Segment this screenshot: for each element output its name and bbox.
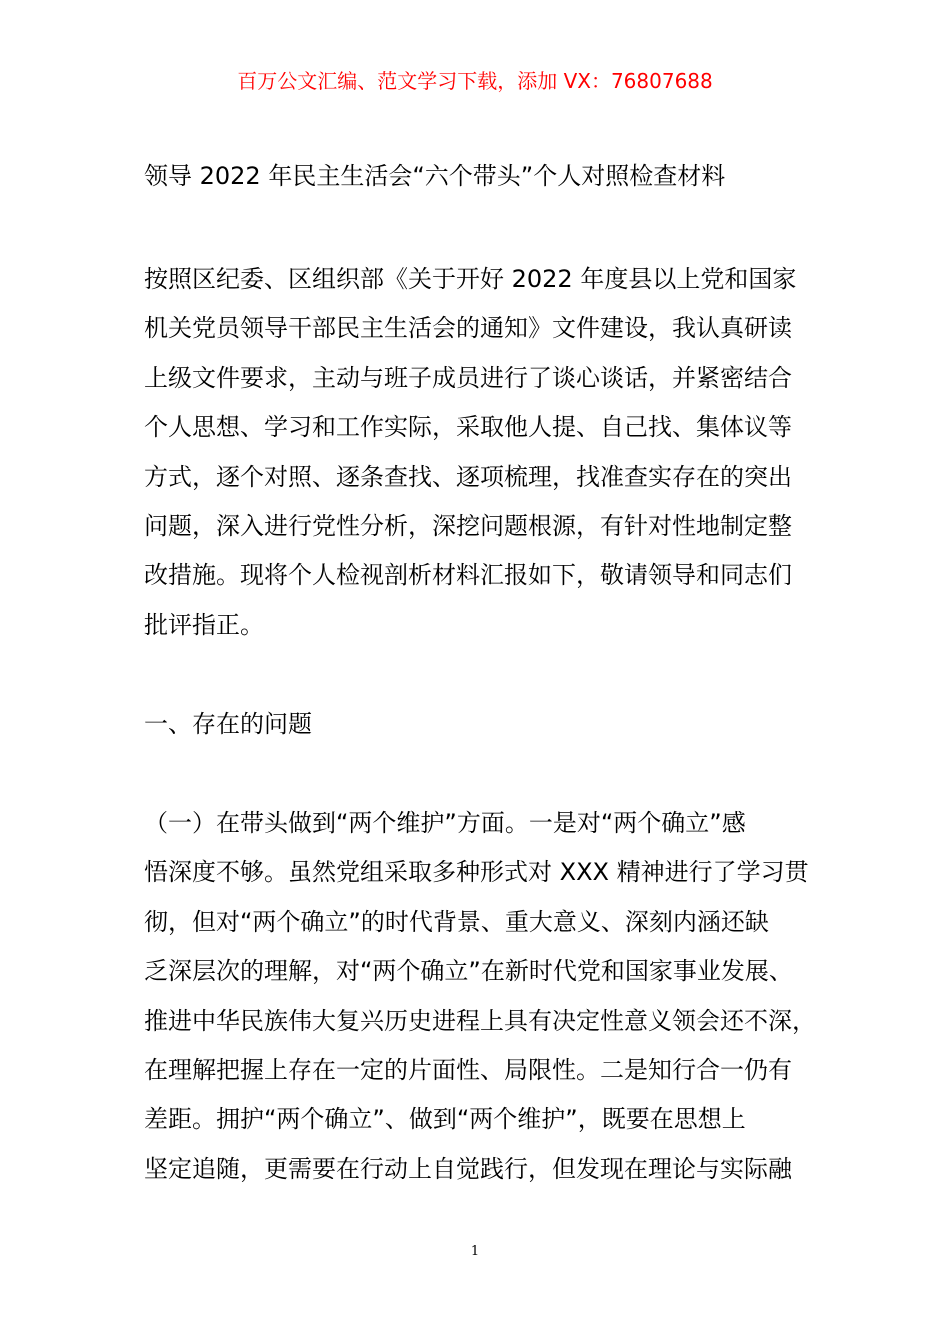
paragraph-line: 机关党员领导干部民主生活会的通知》文件建设，我认真研读 bbox=[144, 314, 792, 343]
paragraph-line: 上级文件要求，主动与班子成员进行了谈心谈话，并紧密结合 bbox=[144, 363, 792, 392]
page-number: 1 bbox=[470, 1244, 480, 1259]
paragraph-line: 批评指正。 bbox=[144, 610, 264, 639]
paragraph-line: 彻，但对“两个确立”的时代背景、重大意义、深刻内涵还缺 bbox=[144, 907, 769, 936]
section-one-paragraph bbox=[144, 799, 816, 1194]
paragraph-line: 方式，逐个对照、逐条查找、逐项梳理，找准查实存在的突出 bbox=[144, 462, 792, 491]
paragraph-line: 推进中华民族伟大复兴历史进程上具有决定性意义领会还不深， bbox=[144, 1006, 816, 1035]
paragraph-line: 问题，深入进行党性分析，深挖问题根源，有针对性地制定整 bbox=[144, 512, 792, 541]
intro-paragraph bbox=[144, 255, 812, 650]
paragraph-line: 乏深层次的理解，对“两个确立”在新时代党和国家事业发展、 bbox=[144, 957, 793, 986]
paragraph-line: 按照区纪委、区组织部《关于开好 2022 年度县以上党和国家 bbox=[144, 265, 797, 293]
header-banner: 百万公文汇编、范文学习下载，添加 VX：76807688 bbox=[237, 69, 713, 93]
section-heading bbox=[144, 700, 812, 749]
document-title: 领导 2022 年民主生活会“六个带头”个人对照检查材料 bbox=[144, 162, 726, 190]
section-heading-text: 一、存在的问题 bbox=[144, 710, 312, 738]
paragraph-line: 差距。拥护“两个确立”、做到“两个维护”，既要在思想上 bbox=[144, 1105, 746, 1134]
paragraph-line: （一）在带头做到“两个维护”方面。一是对“两个确立”感 bbox=[144, 809, 746, 837]
paragraph-line: 改措施。现将个人检视剖析材料汇报如下，敬请领导和同志们 bbox=[144, 561, 792, 590]
paragraph-line: 悟深度不够。虽然党组采取多种形式对 XXX 精神进行了学习贯 bbox=[144, 858, 809, 887]
paragraph-line: 坚定追随，更需要在行动上自觉践行，但发现在理论与实际融 bbox=[144, 1154, 792, 1183]
paragraph-line: 在理解把握上存在一定的片面性、局限性。二是知行合一仍有 bbox=[144, 1056, 792, 1085]
paragraph-line: 个人思想、学习和工作实际，采取他人提、自己找、集体议等 bbox=[144, 413, 792, 442]
